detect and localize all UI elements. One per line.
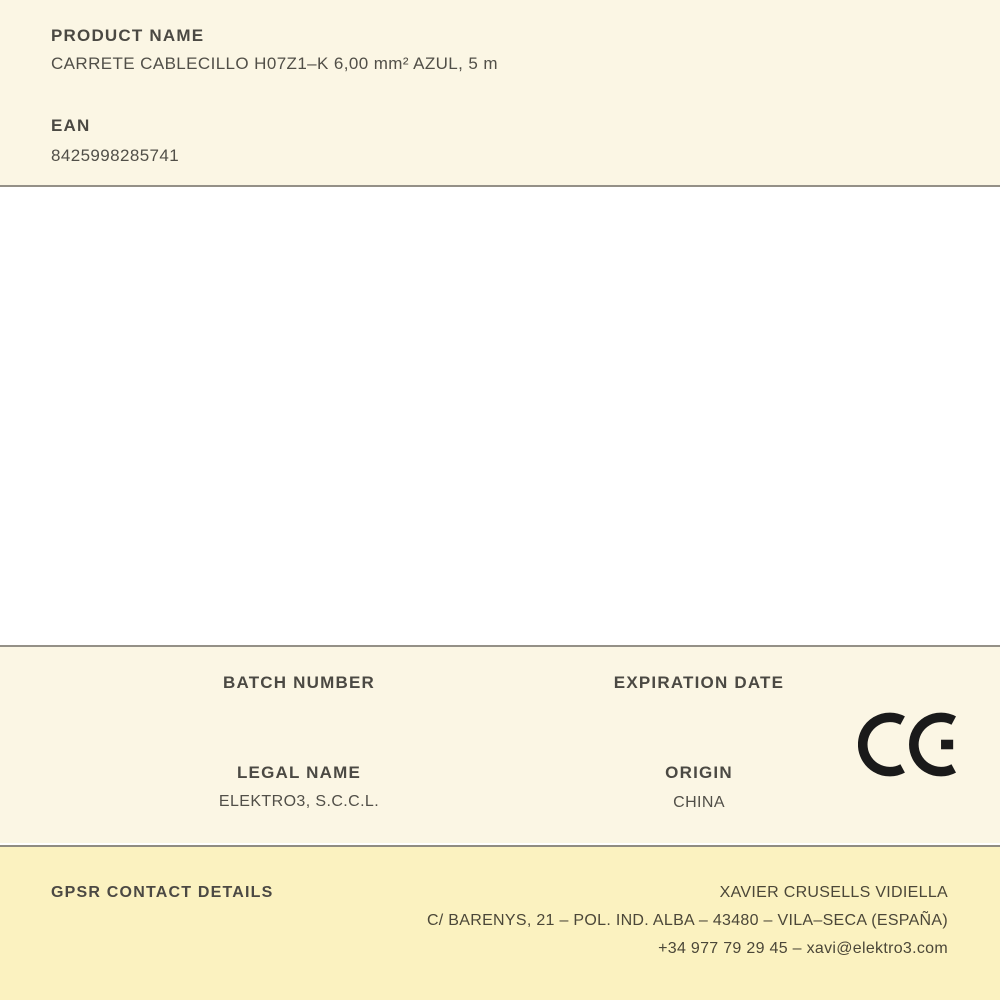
expiration-date-label: EXPIRATION DATE: [613, 673, 785, 692]
gpsr-footer-section: [0, 845, 1000, 1000]
product-image-area: [0, 187, 1000, 645]
origin-label: ORIGIN: [665, 763, 733, 782]
batch-number-label: BATCH NUMBER: [223, 673, 375, 692]
ean-label: EAN: [51, 116, 91, 135]
contact-name: XAVIER CRUSELLS VIDIELLA: [719, 884, 948, 901]
gpsr-contact-block: [427, 879, 948, 963]
origin-value: CHINA: [673, 794, 725, 811]
legal-name-value: ELEKTRO3, S.C.C.L.: [218, 793, 380, 810]
contact-address: C/ BARENYS, 21 – POL. IND. ALBA – 43480 – VILA–SECA (ESPAÑA): [426, 912, 948, 929]
product-name-label: PRODUCT NAME: [51, 26, 205, 45]
contact-phone-email: +34 977 79 29 45 – xavi@elektro3.com: [658, 940, 948, 957]
gpsr-contact-label: GPSR CONTACT DETAILS: [51, 884, 274, 901]
ce-marking-icon: [858, 712, 957, 777]
ean-value: 8425998285741: [51, 146, 180, 165]
product-header-section: [0, 0, 1000, 187]
legal-name-label: LEGAL NAME: [236, 763, 362, 782]
details-section: [0, 645, 1000, 843]
product-name-value: CARRETE CABLECILLO H07Z1–K 6,00 mm² AZUL, 5 m: [51, 54, 498, 73]
